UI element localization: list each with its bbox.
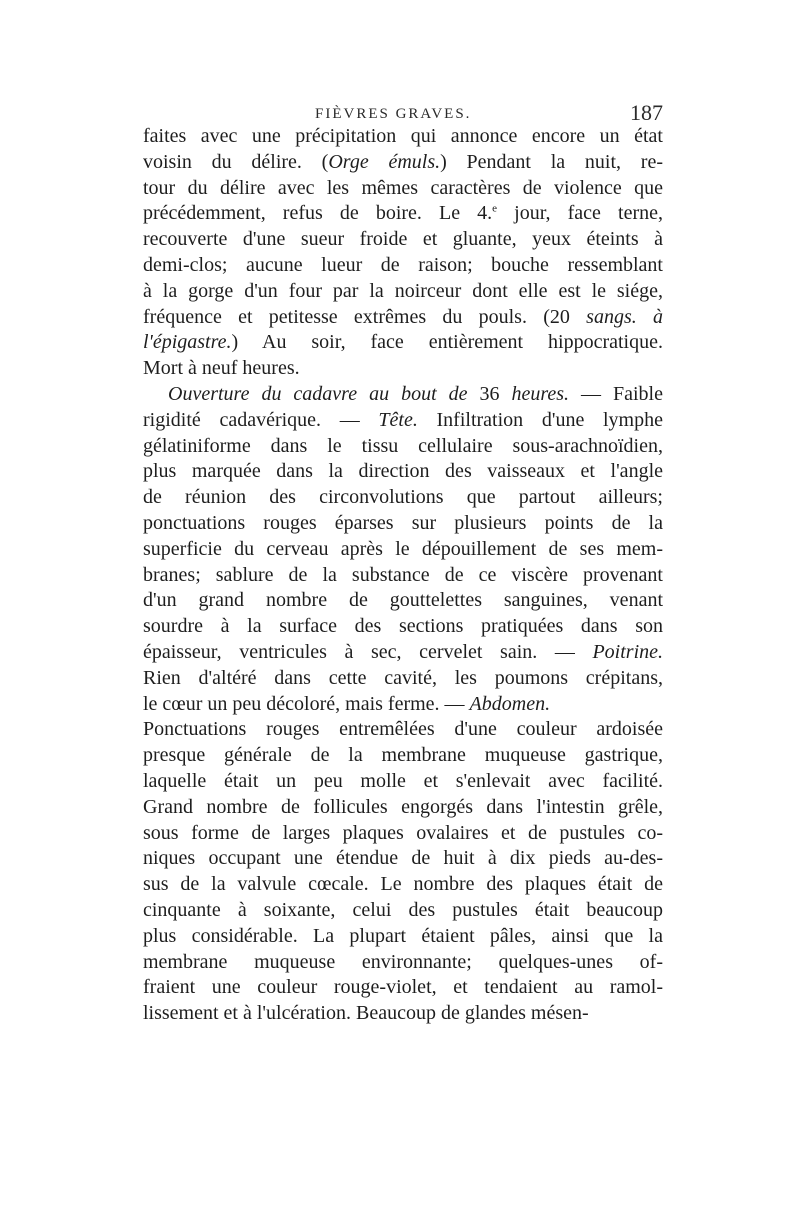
text-run: laquelle était un peu molle et s'enlevait avec facilité. [143,769,663,792]
text-line [143,692,663,718]
text-line [143,227,663,253]
text-run: tour du délire avec les mêmes caractères de violence que [143,176,663,199]
text-line [143,253,663,279]
text-run: jour, face terne, [497,202,663,225]
text-run: Mort à neuf heures. [143,357,300,380]
text-line [143,459,663,485]
text-run: précédemment, refus de boire. Le 4. [143,202,493,225]
text-line [143,356,663,382]
text-run: Ponctuations rouges entremêlées d'une couleur ardoisée [143,718,663,741]
text-line [143,588,663,614]
text-line [143,485,663,511]
superscript-run: e [492,202,498,215]
text-run: plus marquée dans la direction des vaisseaux et l'angle [143,460,663,483]
text-run: d'un grand nombre de gouttelettes sanguines, venant [143,589,663,612]
text-run: presque générale de la membrane muqueuse gastrique, [143,744,663,767]
italic-run: sangs. à [586,305,663,328]
text-line [143,717,663,743]
text-line [143,640,663,666]
text-line [143,795,663,821]
text-line [143,1001,663,1027]
text-run: rigidité cadavérique. — [143,408,379,431]
text-run: épaisseur, ventricules à sec, cervelet sain. — [143,640,593,663]
italic-run: Abdomen. [469,692,551,715]
text-run: 36 [467,382,512,405]
text-run: demi-clos; aucune lueur de raison; bouche ressemblant [143,253,663,276]
text-line [143,975,663,1001]
text-line [143,124,663,150]
text-line [143,511,663,537]
text-line [143,563,663,589]
text-line [143,743,663,769]
text-run: à la gorge d'un four par la noirceur dont elle est le siége, [143,279,663,302]
text-line [143,537,663,563]
text-line [143,614,663,640]
text-line [143,769,663,795]
text-line [143,872,663,898]
italic-run: heures. [511,382,570,405]
text-line [143,950,663,976]
text-line [143,924,663,950]
body-text [143,124,663,1027]
text-line [143,201,663,227]
text-run: recouverte d'une sueur froide et gluante, yeux éteints à [143,228,663,251]
text-line [143,846,663,872]
text-run: Rien d'altéré dans cette cavité, les poumons crépitans, [143,666,663,689]
text-line [143,408,663,434]
text-run: niques occupant une étendue de huit à dix pieds au-des- [143,847,663,870]
text-run: sus de la valvule cœcale. Le nombre des plaques était de [143,873,663,896]
text-run: faites avec une précipitation qui annonce encore un état [143,125,663,147]
text-line [143,176,663,202]
text-line [143,279,663,305]
running-title: FIÈVRES GRAVES. [315,106,472,122]
text-run: ) Au soir, face entièrement hippocratique. [231,331,663,354]
text-run: ) Pendant la nuit, re- [440,150,663,173]
text-line [143,434,663,460]
italic-run: Tête. [378,408,418,431]
text-line [143,382,663,408]
text-line [143,305,663,331]
text-run: ponctuations rouges éparses sur plusieurs points de la [143,511,663,534]
text-line [143,150,663,176]
text-run: sous forme de larges plaques ovalaires et de pustules co- [143,821,663,844]
page-number: 187 [630,100,663,125]
text-run: gélatiniforme dans le tissu cellulaire sous-arachnoïdien, [143,434,663,457]
text-run: fraient une couleur rouge-violet, et tendaient au ramol- [143,976,663,999]
text-line [143,898,663,924]
text-line [143,821,663,847]
text-run: voisin du délire. ( [143,150,329,173]
text-run: Grand nombre de follicules engorgés dans l'intestin grêle, [143,795,663,818]
text-run: le cœur un peu décoloré, mais ferme. — [143,692,470,715]
text-run: Infiltration d'une lymphe [417,408,663,431]
text-run: superficie du cerveau après le dépouillement de ses mem- [143,537,663,560]
italic-run: Poitrine. [592,640,663,663]
text-run: cinquante à soixante, celui des pustules était beaucoup [143,898,663,921]
italic-run: l'épigastre. [143,331,232,354]
text-run: lissement et à l'ulcération. Beaucoup de glandes mésen- [143,1002,589,1025]
text-run: membrane muqueuse environnante; quelques-unes of- [143,950,663,973]
text-run: de réunion des circonvolutions que partout ailleurs; [143,486,663,509]
text-run: plus considérable. La plupart étaient pâles, ainsi que la [143,924,663,947]
text-run: fréquence et petitesse extrêmes du pouls. (20 [143,305,587,328]
text-line [143,666,663,692]
italic-run: Ouverture du cadavre au bout de [168,382,468,405]
italic-run: Orge émuls. [328,150,441,173]
text-run: — Faible [569,382,663,405]
text-run: sourdre à la surface des sections pratiquées dans son [143,615,663,638]
text-line [143,330,663,356]
text-run: branes; sablure de la substance de ce viscère provenant [143,563,663,586]
